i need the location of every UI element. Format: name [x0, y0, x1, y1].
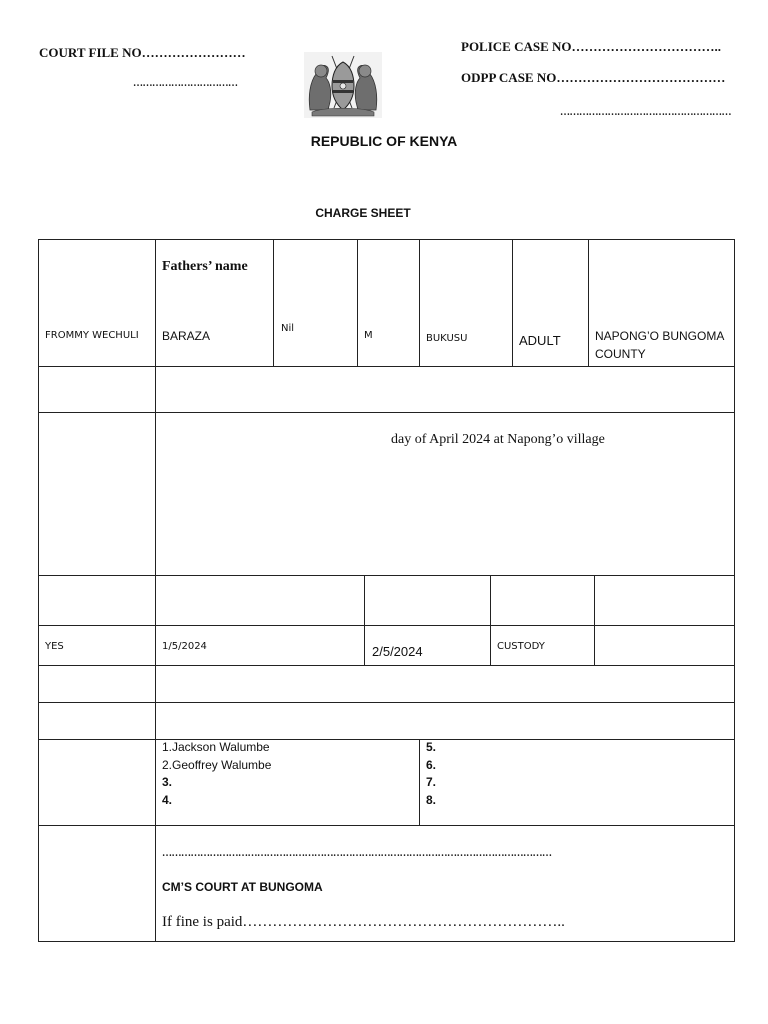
list-item: 5. — [426, 740, 437, 754]
column-divider — [588, 239, 589, 366]
column-divider — [419, 739, 420, 825]
court-name: CM’S COURT AT BUNGOMA — [162, 880, 323, 894]
list-item: 2.Geoffrey Walumbe — [162, 757, 272, 772]
warrant-value: YES — [45, 641, 64, 652]
fathers-name: BARAZA — [162, 329, 211, 343]
age: ADULT — [519, 333, 561, 348]
row-divider — [38, 702, 735, 703]
custody-status: CUSTODY — [497, 641, 545, 652]
column-divider — [364, 575, 365, 665]
column-divider — [357, 239, 358, 366]
residence-line2: COUNTY — [595, 347, 646, 361]
document-title: CHARGE SHEET — [315, 206, 411, 220]
row-divider — [38, 366, 735, 367]
column-divider — [273, 239, 274, 366]
police-case-no: POLICE CASE NO…………………………….. — [461, 39, 722, 54]
list-item: 7. — [426, 775, 437, 789]
id-no: Nil — [281, 323, 295, 334]
witness-list-right — [426, 739, 436, 809]
witness-list-left — [162, 739, 271, 809]
fathers-name-label: Fathers’ name — [162, 259, 248, 274]
list-item: 4. — [162, 792, 173, 807]
date-of-arrest: 1/5/2024 — [162, 641, 207, 652]
row-divider — [38, 825, 735, 826]
row-divider — [38, 625, 735, 626]
country-title: REPUBLIC OF KENYA — [310, 133, 458, 149]
row-divider — [38, 665, 735, 666]
tribe: BUKUSU — [426, 333, 468, 344]
row-divider — [38, 739, 735, 740]
charge-table — [38, 239, 735, 942]
odpp-dots: ……………………………………………… — [560, 107, 731, 118]
list-item: 1.Jackson Walumbe — [162, 740, 270, 754]
odpp-case-no: ODPP CASE NO………………………………… — [461, 70, 726, 85]
date-to-court: 2/5/2024 — [372, 644, 423, 659]
court-file-no: COURT FILE NO…………………… — [39, 45, 246, 60]
column-divider — [512, 239, 513, 366]
particulars-text: day of April 2024 at Napong’o village — [391, 432, 605, 447]
residence-line1: NAPONG’O BUNGOMA — [595, 329, 725, 343]
column-divider — [594, 575, 595, 665]
column-divider — [419, 239, 420, 366]
court-dots: …………………………………………………………………………………………………………… — [162, 848, 552, 859]
court-file-dots: …………………………… — [133, 78, 238, 89]
row-divider — [38, 412, 735, 413]
list-item: 8. — [426, 792, 437, 807]
list-item: 6. — [426, 757, 437, 772]
list-item: 3. — [162, 775, 173, 789]
accused-name: FROMMY WECHULI — [45, 330, 139, 341]
row-divider — [38, 575, 735, 576]
sex: M — [364, 330, 373, 341]
column-divider — [155, 239, 156, 942]
column-divider — [490, 575, 491, 665]
kenya-coat-of-arms-icon — [304, 52, 382, 118]
fine-text: If fine is paid……………………………………………………….. — [162, 914, 565, 930]
